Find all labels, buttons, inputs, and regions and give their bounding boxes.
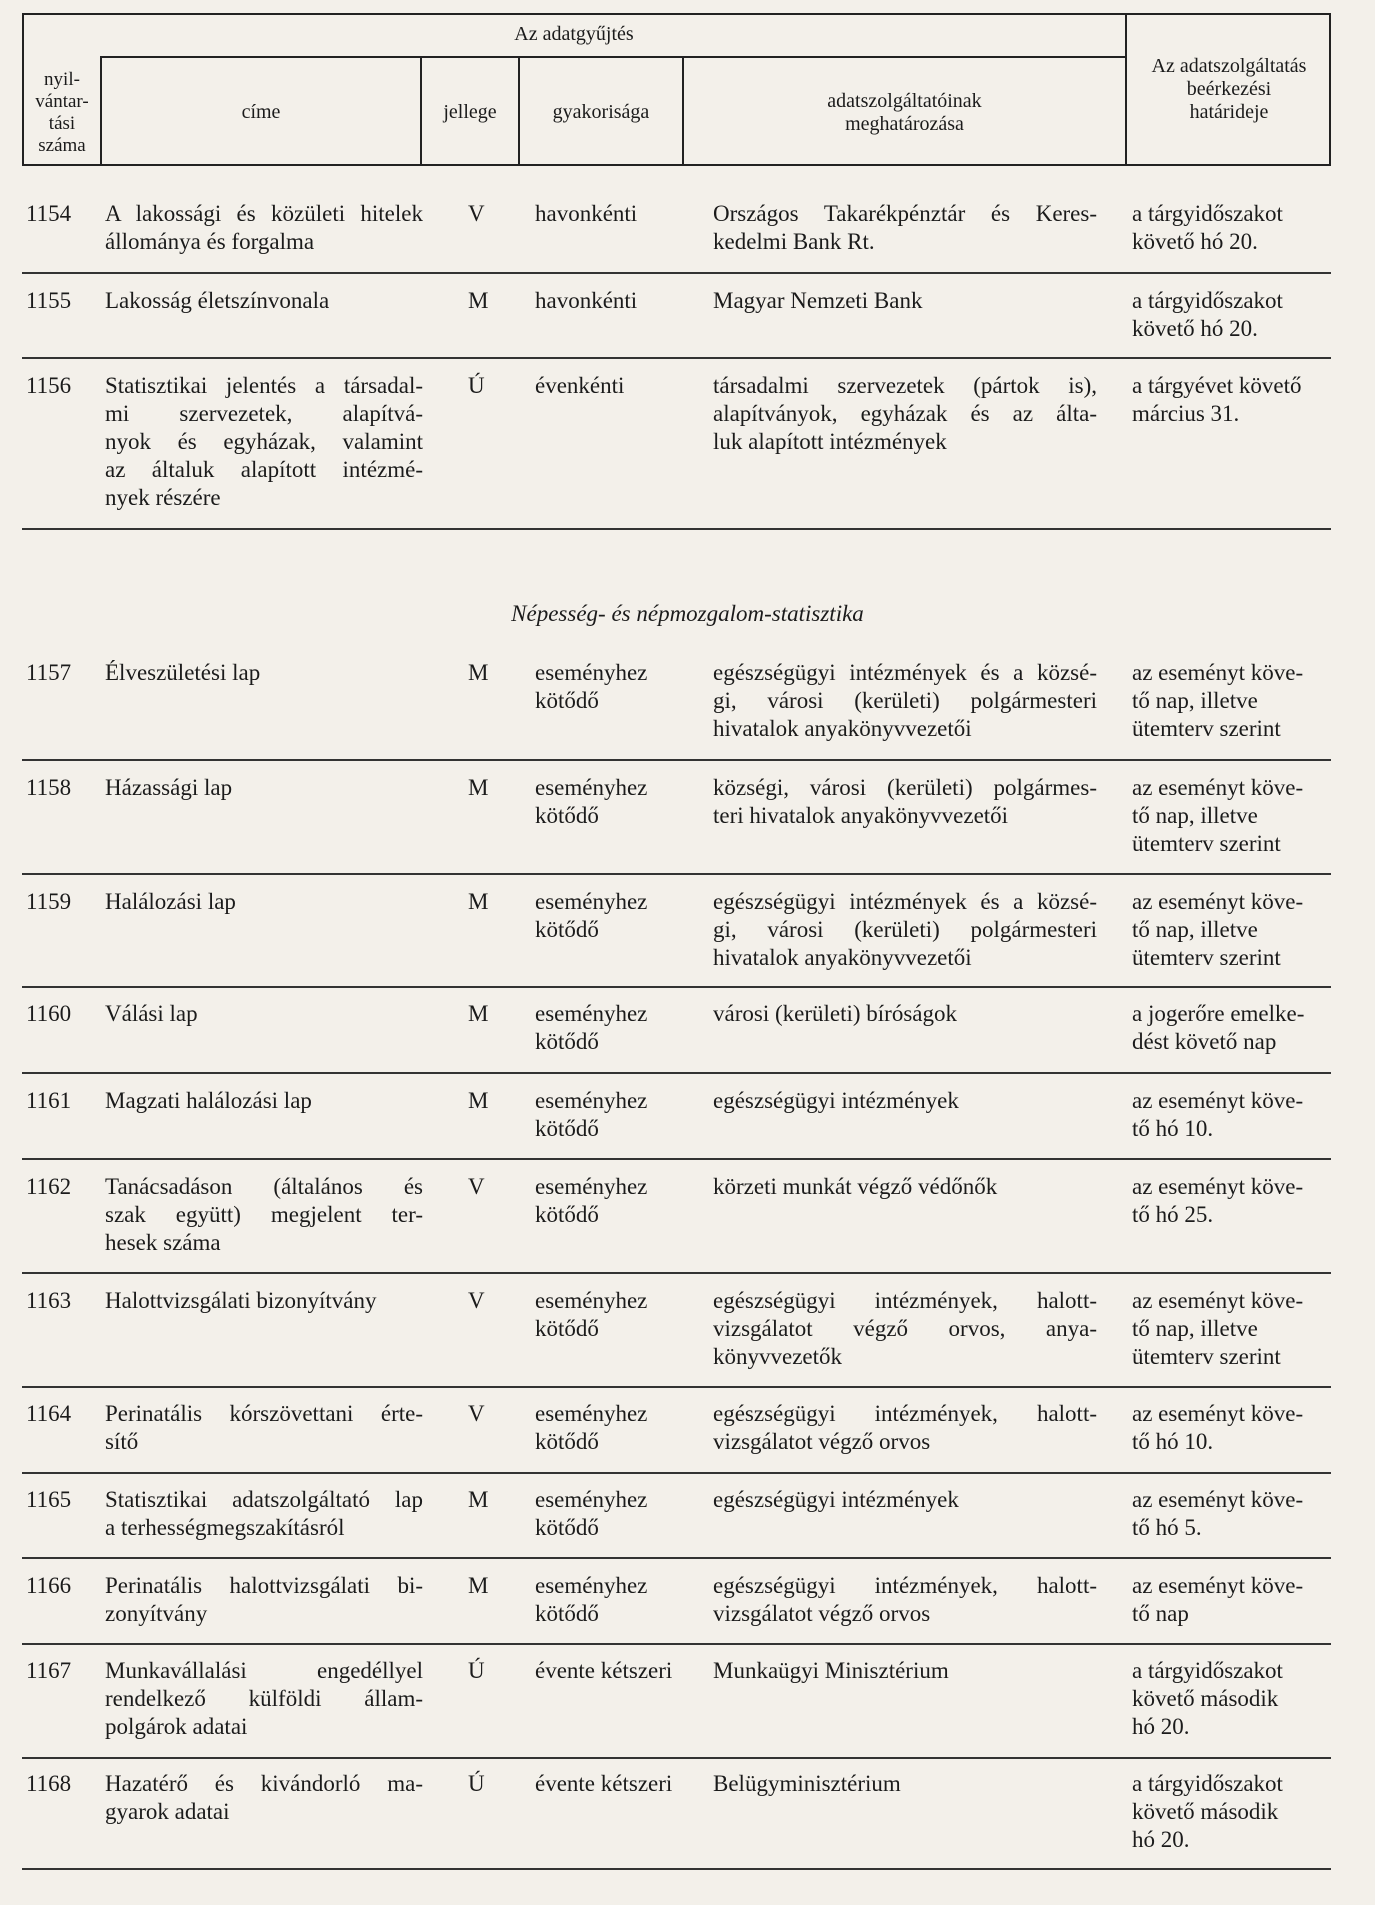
- row-frequency: havonkénti: [535, 288, 638, 313]
- header-divider: [100, 56, 1125, 58]
- row-deadline: az eseményt köve- tő hó 10.: [1132, 1401, 1304, 1454]
- row-deadline: a jogerőre emelke- dést követő nap: [1132, 1001, 1305, 1054]
- section-heading: Népesség- és népmozgalom-statisztika: [511, 601, 864, 626]
- row-divider: [22, 357, 1331, 359]
- row-providers: egészségügyi intézmények és a közsé- gi, városi (kerületi) polgármesteri hivatalok anyakönyvvezetői: [713, 660, 1097, 741]
- row-type: M: [468, 1001, 489, 1026]
- row-title: A lakossági és közületi hitelek állománya és forgalma: [105, 201, 423, 254]
- row-number: 1165: [26, 1487, 72, 1512]
- row-providers: egészségügyi intézmények, halott- vizsgálatot végző orvos: [713, 1401, 1097, 1454]
- row-frequency: eseményhez kötődő: [535, 1401, 648, 1454]
- row-number: 1168: [26, 1771, 72, 1796]
- row-title: Lakosság életszínvonala: [105, 288, 330, 313]
- row-number: 1163: [26, 1288, 72, 1313]
- row-divider: [22, 1072, 1331, 1074]
- row-deadline: az eseményt köve- tő nap, illetve ütemterv szerint: [1132, 1288, 1304, 1369]
- row-frequency: eseményhez kötődő: [535, 1174, 648, 1227]
- row-frequency: eseményhez kötődő: [535, 1487, 648, 1540]
- row-deadline: az eseményt köve- tő nap, illetve ütemterv szerint: [1132, 775, 1304, 856]
- row-title: Perinatális kórszövettani érte- sítő: [105, 1401, 423, 1454]
- row-divider: [22, 873, 1331, 875]
- row-frequency: havonkénti: [535, 201, 638, 226]
- row-number: 1161: [26, 1088, 72, 1113]
- row-type: Ú: [468, 1771, 485, 1796]
- row-title: Hazatérő és kivándorló ma- gyarok adatai: [105, 1771, 423, 1824]
- row-divider: [22, 1272, 1331, 1274]
- row-divider: [22, 1868, 1331, 1870]
- header-col-frequency: gyakorisága: [552, 101, 650, 123]
- row-title: Élveszületési lap: [105, 660, 261, 685]
- row-type: M: [468, 660, 489, 685]
- row-deadline: a tárgyidőszakot követő második hó 20.: [1132, 1771, 1283, 1852]
- row-title: Statisztikai adatszolgáltató lap a terhességmegszakításról: [105, 1487, 423, 1540]
- row-title: Statisztikai jelentés a társadal- mi szervezetek, alapítvá- nyok és egyházak, valamint az általuk alapított intézmé- nyek részére: [105, 373, 423, 510]
- row-providers: Magyar Nemzeti Bank: [713, 288, 923, 313]
- row-title: Magzati halálozási lap: [105, 1088, 312, 1113]
- row-deadline: a tárgyévet követő március 31.: [1132, 373, 1302, 426]
- row-frequency: évente kétszeri: [535, 1771, 673, 1796]
- row-type: V: [468, 1288, 485, 1313]
- row-deadline: az eseményt köve- tő hó 25.: [1132, 1174, 1304, 1227]
- row-type: V: [468, 1174, 485, 1199]
- row-providers: egészségügyi intézmények és a közsé- gi, városi (kerületi) polgármesteri hivatalok anyakönyvvezetői: [713, 889, 1097, 970]
- row-number: 1166: [26, 1573, 72, 1598]
- row-type: M: [468, 1573, 489, 1598]
- row-type: Ú: [468, 1658, 485, 1683]
- row-title: Válási lap: [105, 1001, 198, 1026]
- row-number: 1154: [26, 201, 72, 226]
- row-divider: [22, 528, 1331, 530]
- row-providers: városi (kerületi) bíróságok: [713, 1001, 957, 1026]
- row-providers: Belügyminisztérium: [713, 1771, 901, 1796]
- row-frequency: évente kétszeri: [535, 1658, 673, 1683]
- row-frequency: eseményhez kötődő: [535, 1088, 648, 1141]
- row-divider: [22, 1557, 1331, 1559]
- row-divider: [22, 1472, 1331, 1474]
- header-col-type: jellege: [443, 101, 497, 123]
- row-title: Munkavállalási engedéllyel rendelkező külföldi állam- polgárok adatai: [105, 1658, 423, 1739]
- row-providers: Munkaügyi Minisztérium: [713, 1658, 949, 1683]
- row-deadline: a tárgyidőszakot követő hó 20.: [1132, 288, 1283, 341]
- row-providers: Országos Takarékpénztár és Keres- kedelmi Bank Rt.: [713, 201, 1097, 254]
- row-number: 1155: [26, 288, 72, 313]
- row-title: Halálozási lap: [105, 889, 236, 914]
- row-divider: [22, 1386, 1331, 1388]
- row-number: 1162: [26, 1174, 72, 1199]
- row-type: M: [468, 1487, 489, 1512]
- row-frequency: eseményhez kötődő: [535, 1573, 648, 1626]
- row-deadline: a tárgyidőszakot követő hó 20.: [1132, 201, 1283, 254]
- row-frequency: évenkénti: [535, 373, 625, 398]
- row-providers: községi, városi (kerületi) polgármes- teri hivatalok anyakönyvvezetői: [713, 775, 1097, 828]
- row-providers: társadalmi szervezetek (pártok is), alapítványok, egyházak és az álta- luk alapított intézmények: [713, 373, 1097, 454]
- table-header: [22, 13, 1331, 166]
- row-number: 1158: [26, 775, 72, 800]
- row-frequency: eseményhez kötődő: [535, 1001, 648, 1054]
- row-frequency: eseményhez kötődő: [535, 1288, 648, 1341]
- row-title: Halottvizsgálati bizonyítvány: [105, 1288, 377, 1313]
- header-col-number: nyil- vántar- tási száma: [35, 69, 89, 156]
- row-title: Perinatális halottvizsgálati bi- zonyítvány: [105, 1573, 423, 1626]
- row-providers: körzeti munkát végző védőnők: [713, 1174, 998, 1199]
- row-providers: egészségügyi intézmények: [713, 1487, 959, 1512]
- row-type: V: [468, 1401, 485, 1426]
- header-col-providers: adatszolgáltatóinak meghatározása: [827, 90, 982, 135]
- row-number: 1164: [26, 1401, 72, 1426]
- row-deadline: az eseményt köve- tő hó 10.: [1132, 1088, 1304, 1141]
- row-deadline: az eseményt köve- tő nap, illetve ütemterv szerint: [1132, 889, 1304, 970]
- row-divider: [22, 1158, 1331, 1160]
- row-deadline: a tárgyidőszakot követő második hó 20.: [1132, 1658, 1283, 1739]
- row-providers: egészségügyi intézmények, halott- vizsgálatot végző orvos, anya- könyvvezetők: [713, 1288, 1097, 1369]
- row-number: 1157: [26, 660, 72, 685]
- header-col-title: címe: [241, 101, 281, 123]
- row-divider: [22, 986, 1331, 988]
- row-providers: egészségügyi intézmények, halott- vizsgálatot végző orvos: [713, 1573, 1097, 1626]
- row-deadline: az eseményt köve- tő hó 5.: [1132, 1487, 1304, 1540]
- row-deadline: az eseményt köve- tő nap: [1132, 1573, 1304, 1626]
- row-number: 1159: [26, 889, 72, 914]
- row-type: M: [468, 288, 489, 313]
- row-divider: [22, 759, 1331, 761]
- row-frequency: eseményhez kötődő: [535, 889, 648, 942]
- row-frequency: eseményhez kötődő: [535, 660, 648, 713]
- row-title: Tanácsadáson (általános és szak együtt) megjelent ter- hesek száma: [105, 1174, 423, 1255]
- row-title: Házassági lap: [105, 775, 233, 800]
- row-type: M: [468, 889, 489, 914]
- row-divider: [22, 1757, 1331, 1759]
- header-col-deadline: Az adatszolgáltatás beérkezési határideje: [1151, 55, 1307, 123]
- row-deadline: az eseményt köve- tő nap, illetve ütemterv szerint: [1132, 660, 1304, 741]
- row-type: M: [468, 775, 489, 800]
- row-frequency: eseményhez kötődő: [535, 775, 648, 828]
- header-group-title: Az adatgyűjtés: [514, 23, 634, 45]
- row-divider: [22, 272, 1331, 274]
- row-providers: egészségügyi intézmények: [713, 1088, 959, 1113]
- row-type: V: [468, 201, 485, 226]
- row-type: Ú: [468, 373, 485, 398]
- row-type: M: [468, 1088, 489, 1113]
- row-number: 1160: [26, 1001, 72, 1026]
- row-divider: [22, 1643, 1331, 1645]
- row-number: 1156: [26, 373, 72, 398]
- row-number: 1167: [26, 1658, 72, 1683]
